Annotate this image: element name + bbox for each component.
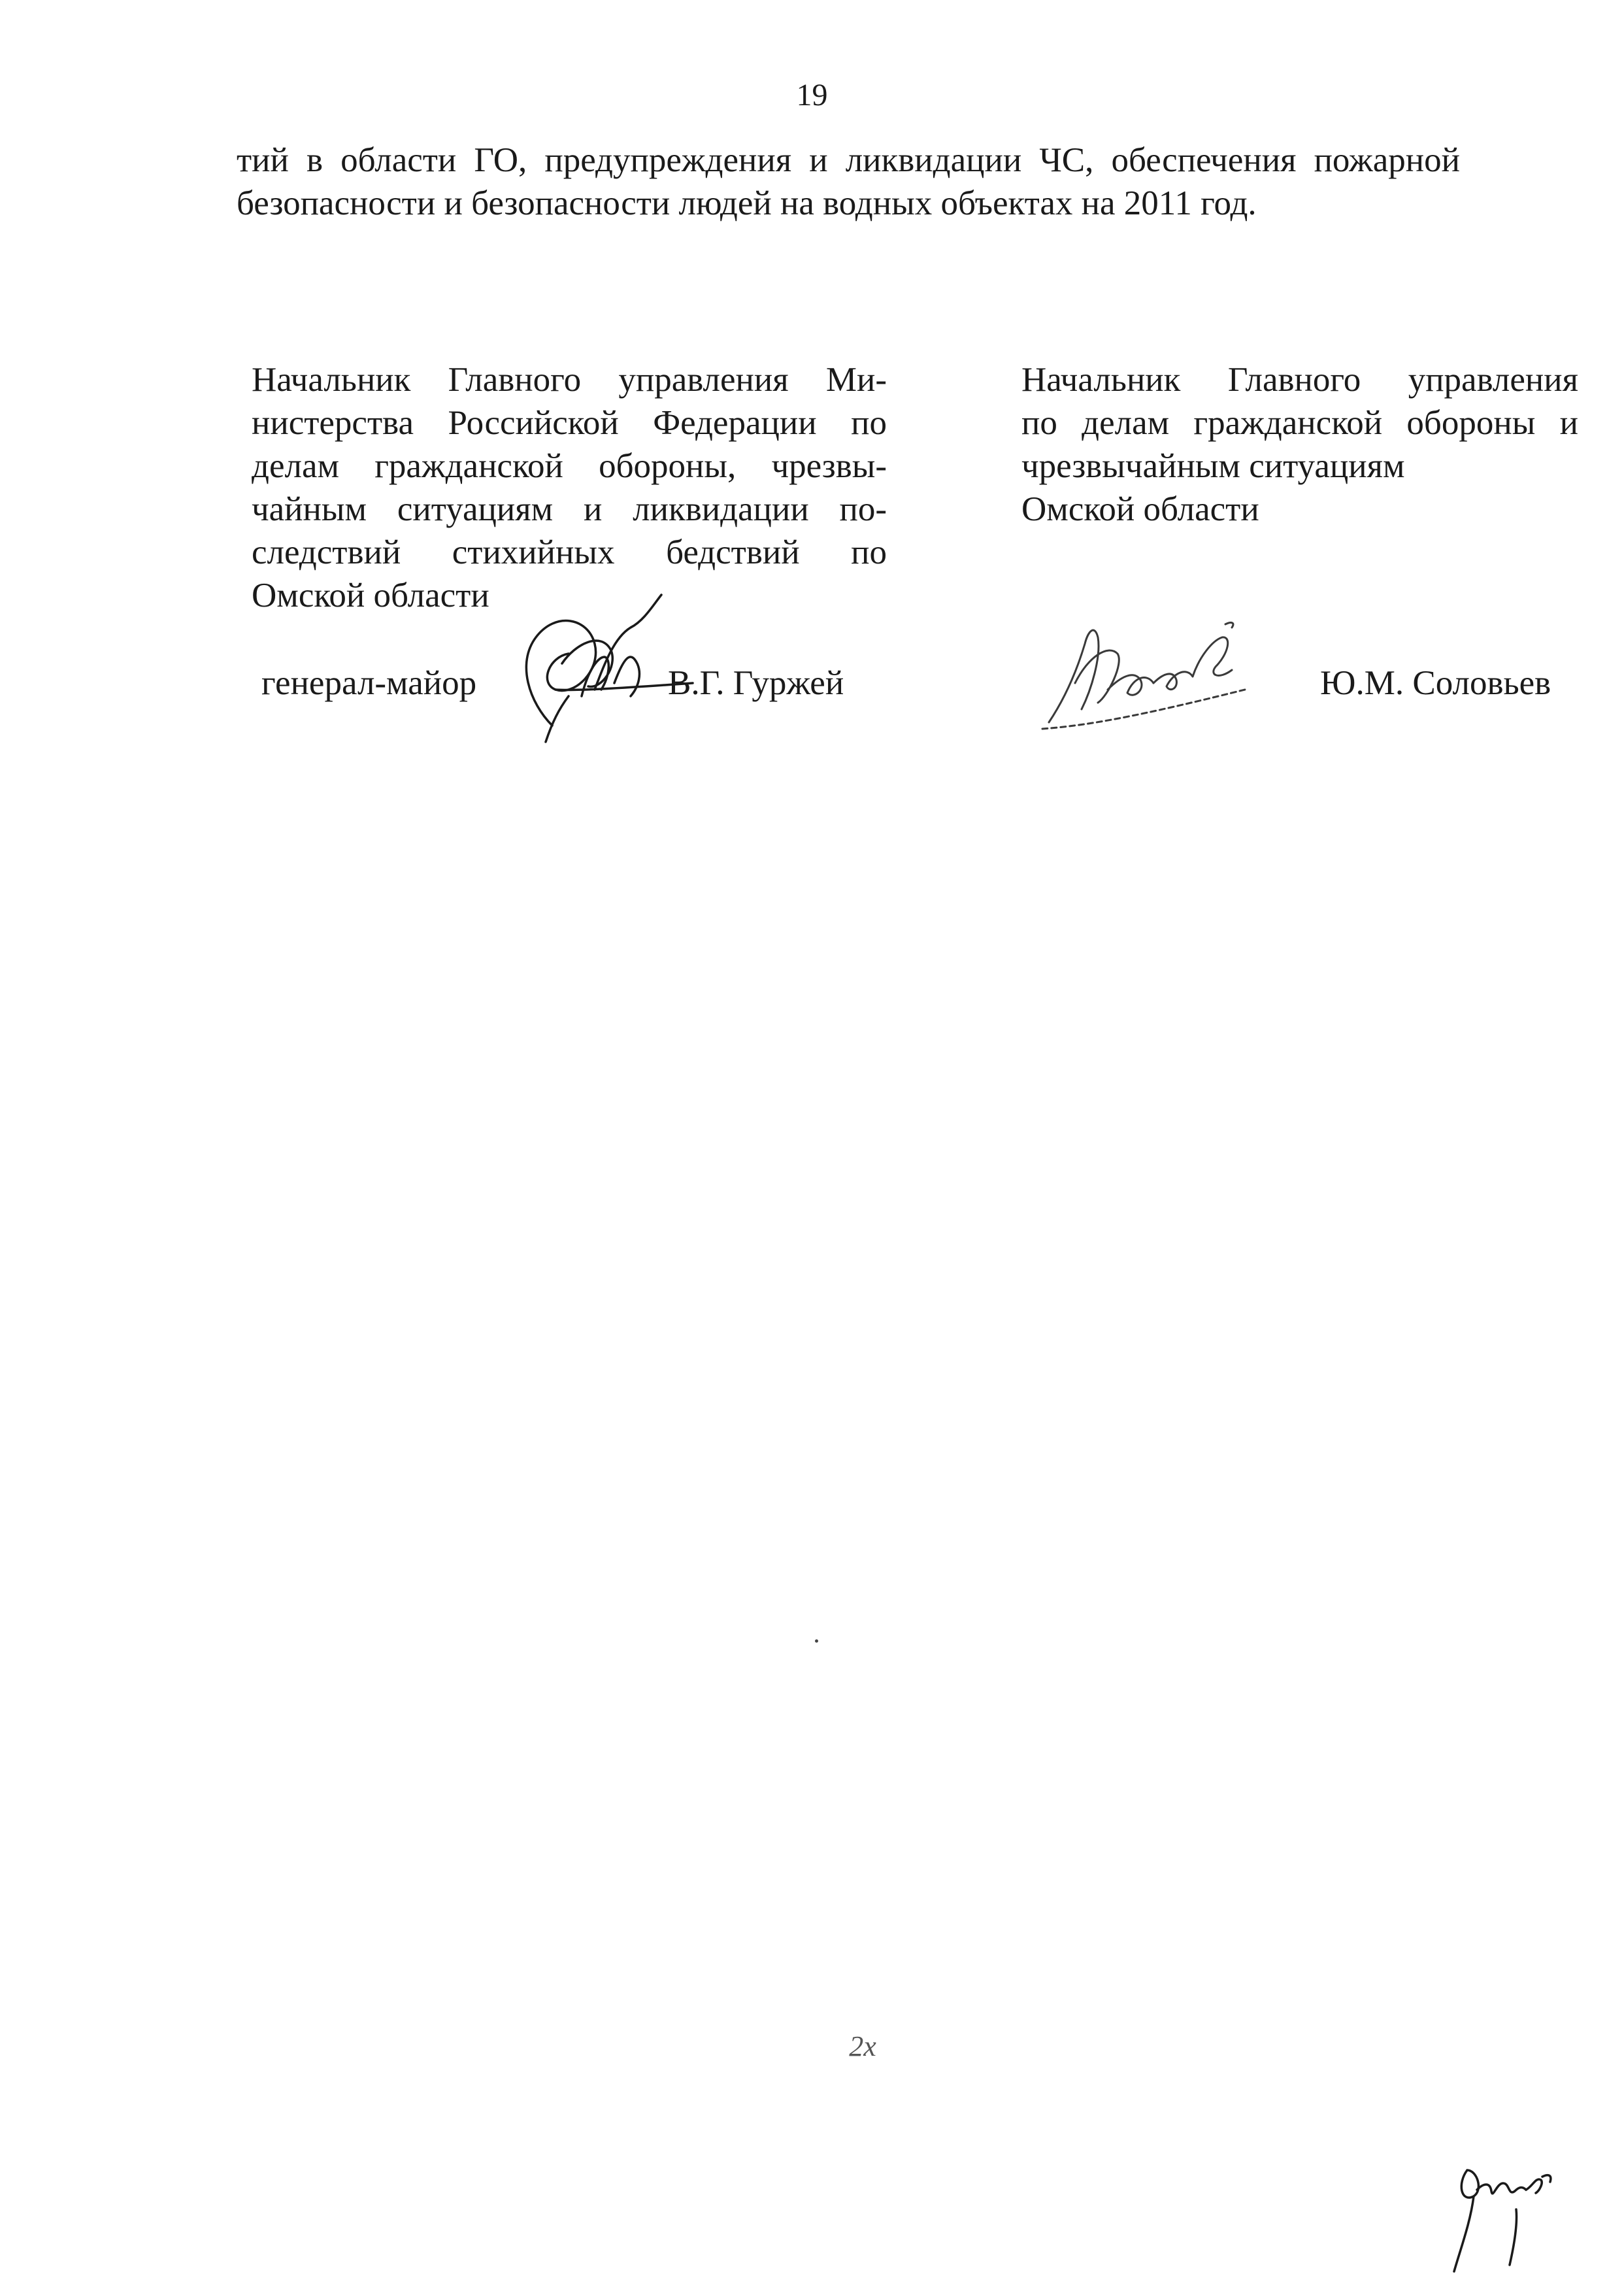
signatory-right-title <box>1021 358 1578 531</box>
signature-solovyev <box>1036 605 1258 735</box>
signatory-left-title-line-6: Омской области <box>252 577 489 614</box>
sheet-number: 2х <box>849 2030 876 2062</box>
body-line-1: тий в области ГО, предупреждения и ликвидации ЧС, обеспечения пожарной <box>237 141 1460 179</box>
signatory-left-title-line-5: следствий стихийных бедствий по <box>252 533 887 571</box>
signatory-left-rank: генерал-майор <box>261 664 477 702</box>
signatory-left-title-line-1: Начальник Главного управления Ми- <box>252 361 887 399</box>
stray-mark <box>815 1639 818 1643</box>
signatory-left-name: В.Г. Гуржей <box>668 664 844 702</box>
signatory-left-title <box>252 358 887 617</box>
signature-corner-initials <box>1444 2151 1562 2281</box>
signatory-left-title-line-2: нистерства Российской Федерации по <box>252 404 887 442</box>
signatory-right-name: Ю.М. Соловьев <box>1320 664 1551 702</box>
body-paragraph <box>237 139 1460 225</box>
signatory-right-title-line-1: Начальник Главного управления <box>1021 361 1578 399</box>
signatory-right-title-line-3: чрезвычайным ситуациям <box>1021 447 1405 485</box>
signatory-right-title-line-2: по делам гражданской обороны и <box>1021 404 1578 442</box>
signatory-right-title-line-4: Омской области <box>1021 490 1259 528</box>
signatory-left-title-line-4: чайным ситуациям и ликвидации по- <box>252 490 887 528</box>
body-line-2: безопасности и безопасности людей на водных объектах на 2011 год. <box>237 184 1257 222</box>
page-number: 19 <box>796 78 828 112</box>
signatory-left-title-line-3: делам гражданской обороны, чрезвы- <box>252 447 887 485</box>
